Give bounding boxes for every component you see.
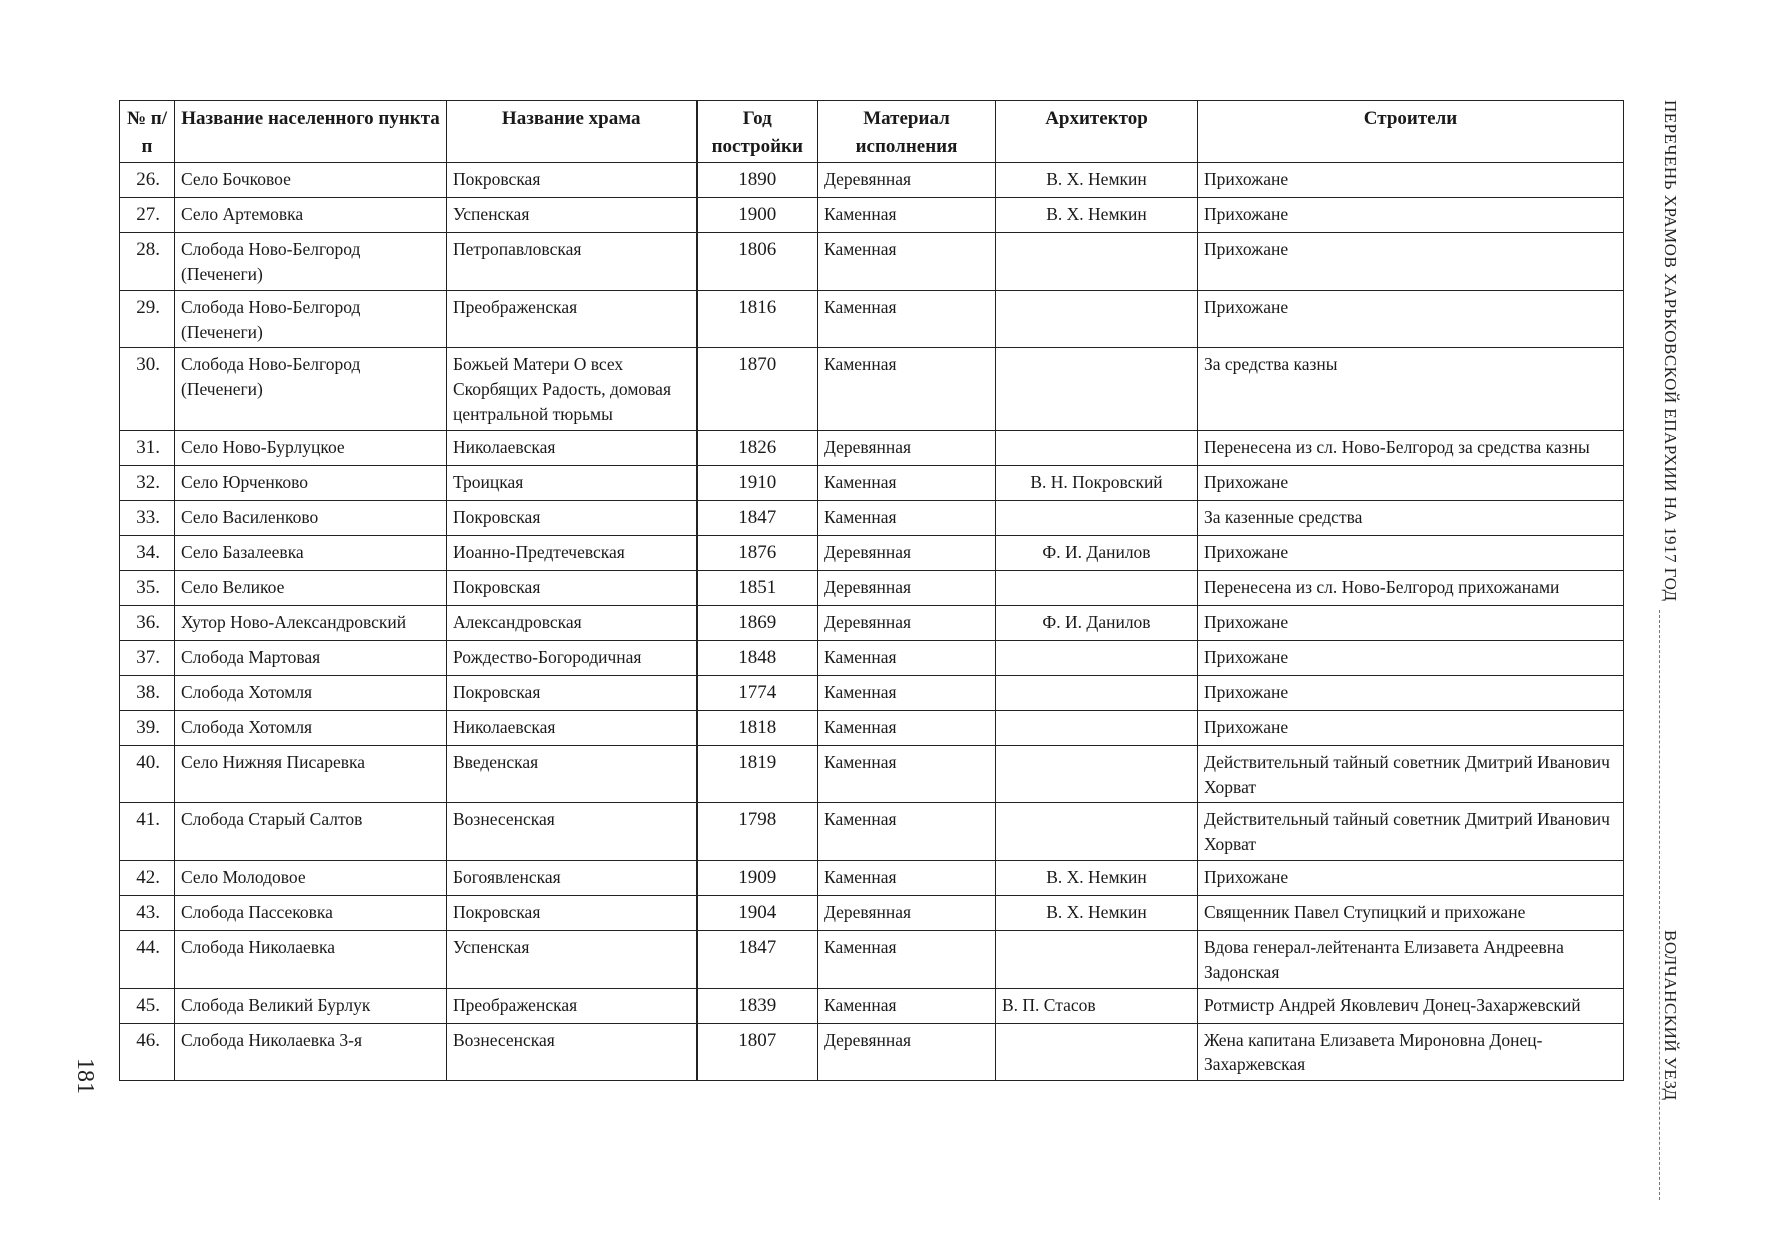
- cell-year: 1876: [697, 535, 818, 570]
- header-num: № п/п: [120, 101, 175, 163]
- cell-builders: Действительный тайный советник Дмитрий Иванович Хорват: [1198, 803, 1624, 861]
- cell-num: 38.: [120, 675, 175, 710]
- cell-church: Александровская: [447, 605, 697, 640]
- running-title: ПЕРЕЧЕНЬ ХРАМОВ ХАРЬКОВСКОЙ ЕПАРХИИ НА 1917 ГОД: [1661, 100, 1680, 602]
- right-margin: [1640, 100, 1680, 1100]
- cell-material: Каменная: [818, 745, 996, 803]
- header-church: Название храма: [447, 101, 697, 163]
- table-row: [120, 348, 1624, 431]
- cell-architect: [996, 710, 1198, 745]
- cell-settlement: Хутор Ново-Александровский: [175, 605, 447, 640]
- table-row: [120, 465, 1624, 500]
- cell-church: Богоявленская: [447, 861, 697, 896]
- cell-material: Каменная: [818, 233, 996, 291]
- table-row: [120, 535, 1624, 570]
- cell-church: Троицкая: [447, 465, 697, 500]
- table-row: [120, 198, 1624, 233]
- cell-church: Вознесенская: [447, 803, 697, 861]
- cell-settlement: Слобода Ново-Белгород (Печенеги): [175, 233, 447, 291]
- cell-year: 1890: [697, 163, 818, 198]
- cell-num: 28.: [120, 233, 175, 291]
- cell-builders: Прихожане: [1198, 605, 1624, 640]
- cell-settlement: Слобода Старый Салтов: [175, 803, 447, 861]
- cell-num: 26.: [120, 163, 175, 198]
- cell-year: 1847: [697, 930, 818, 988]
- cell-settlement: Слобода Хотомля: [175, 710, 447, 745]
- cell-church: Покровская: [447, 163, 697, 198]
- cell-church: Преображенская: [447, 988, 697, 1023]
- table-row: [120, 163, 1624, 198]
- cell-num: 42.: [120, 861, 175, 896]
- cell-architect: [996, 675, 1198, 710]
- cell-builders: Жена капитана Елизавета Мироновна Донец-Захаржевская: [1198, 1023, 1624, 1081]
- cell-architect: [996, 745, 1198, 803]
- cell-architect: [996, 430, 1198, 465]
- table-row: [120, 430, 1624, 465]
- cell-material: Каменная: [818, 348, 996, 431]
- cell-year: 1818: [697, 710, 818, 745]
- cell-church: Рождество-Богородичная: [447, 640, 697, 675]
- cell-settlement: Село Артемовка: [175, 198, 447, 233]
- cell-architect: В. Х. Немкин: [996, 198, 1198, 233]
- cell-settlement: Село Нижняя Писаревка: [175, 745, 447, 803]
- cell-builders: Прихожане: [1198, 640, 1624, 675]
- cell-church: Успенская: [447, 198, 697, 233]
- table-row: [120, 233, 1624, 291]
- cell-builders: Действительный тайный советник Дмитрий Иванович Хорват: [1198, 745, 1624, 803]
- table-row: [120, 675, 1624, 710]
- cell-builders: Перенесена из сл. Ново-Белгород прихожанами: [1198, 570, 1624, 605]
- cell-settlement: Слобода Пассековка: [175, 896, 447, 931]
- cell-material: Деревянная: [818, 535, 996, 570]
- header-material: Материал исполнения: [818, 101, 996, 163]
- header-year: Год постройки: [697, 101, 818, 163]
- cell-architect: [996, 233, 1198, 291]
- cell-architect: [996, 500, 1198, 535]
- cell-num: 45.: [120, 988, 175, 1023]
- cell-settlement: Слобода Ново-Белгород (Печенеги): [175, 290, 447, 348]
- cell-builders: За казенные средства: [1198, 500, 1624, 535]
- cell-settlement: Слобода Мартовая: [175, 640, 447, 675]
- cell-builders: Вдова генерал-лейтенанта Елизавета Андреевна Задонская: [1198, 930, 1624, 988]
- cell-settlement: Слобода Николаевка: [175, 930, 447, 988]
- cell-settlement: Слобода Великий Бурлук: [175, 988, 447, 1023]
- cell-settlement: Село Юрченково: [175, 465, 447, 500]
- cell-material: Деревянная: [818, 1023, 996, 1081]
- header-builders: Строители: [1198, 101, 1624, 163]
- cell-builders: Прихожане: [1198, 465, 1624, 500]
- cell-church: Покровская: [447, 570, 697, 605]
- cell-material: Каменная: [818, 710, 996, 745]
- cell-material: Каменная: [818, 803, 996, 861]
- table-header: [120, 101, 1624, 163]
- table-row: [120, 896, 1624, 931]
- table-row: [120, 861, 1624, 896]
- cell-material: Каменная: [818, 198, 996, 233]
- cell-settlement: Село Ново-Бурлуцкое: [175, 430, 447, 465]
- cell-material: Каменная: [818, 465, 996, 500]
- table-row: [120, 570, 1624, 605]
- cell-architect: В. Н. Покровский: [996, 465, 1198, 500]
- table-row: [120, 710, 1624, 745]
- cell-builders: Священник Павел Ступицкий и прихожане: [1198, 896, 1624, 931]
- cell-church: Покровская: [447, 896, 697, 931]
- table-row: [120, 803, 1624, 861]
- cell-num: 35.: [120, 570, 175, 605]
- table-row: [120, 930, 1624, 988]
- cell-church: Николаевская: [447, 710, 697, 745]
- cell-builders: Прихожане: [1198, 535, 1624, 570]
- cell-architect: В. Х. Немкин: [996, 861, 1198, 896]
- table-row: [120, 745, 1624, 803]
- cell-material: Каменная: [818, 930, 996, 988]
- cell-church: Вознесенская: [447, 1023, 697, 1081]
- cell-architect: В. П. Стасов: [996, 988, 1198, 1023]
- cell-material: Каменная: [818, 861, 996, 896]
- cell-year: 1839: [697, 988, 818, 1023]
- cell-builders: Ротмистр Андрей Яковлевич Донец-Захаржевский: [1198, 988, 1624, 1023]
- cell-material: Деревянная: [818, 430, 996, 465]
- cell-material: Деревянная: [818, 896, 996, 931]
- cell-num: 36.: [120, 605, 175, 640]
- cell-year: 1816: [697, 290, 818, 348]
- cell-church: Успенская: [447, 930, 697, 988]
- cell-church: Покровская: [447, 675, 697, 710]
- cell-church: Николаевская: [447, 430, 697, 465]
- table-row: [120, 500, 1624, 535]
- cell-settlement: Слобода Ново-Белгород (Печенеги): [175, 348, 447, 431]
- cell-builders: Прихожане: [1198, 198, 1624, 233]
- cell-builders: Прихожане: [1198, 861, 1624, 896]
- cell-architect: В. Х. Немкин: [996, 896, 1198, 931]
- cell-settlement: Село Молодовое: [175, 861, 447, 896]
- table-row: [120, 605, 1624, 640]
- cell-builders: Прихожане: [1198, 675, 1624, 710]
- cell-architect: В. Х. Немкин: [996, 163, 1198, 198]
- cell-settlement: Слобода Николаевка 3-я: [175, 1023, 447, 1081]
- cell-num: 27.: [120, 198, 175, 233]
- cell-church: Преображенская: [447, 290, 697, 348]
- cell-architect: [996, 640, 1198, 675]
- cell-year: 1847: [697, 500, 818, 535]
- cell-material: Деревянная: [818, 605, 996, 640]
- cell-year: 1819: [697, 745, 818, 803]
- cell-church: Введенская: [447, 745, 697, 803]
- cell-year: 1910: [697, 465, 818, 500]
- cell-builders: За средства казны: [1198, 348, 1624, 431]
- cell-settlement: Село Великое: [175, 570, 447, 605]
- cell-architect: [996, 348, 1198, 431]
- section-title: ВОЛЧАНСКИЙ УЕЗД: [1661, 930, 1680, 1101]
- cell-num: 39.: [120, 710, 175, 745]
- cell-num: 41.: [120, 803, 175, 861]
- cell-num: 43.: [120, 896, 175, 931]
- cell-year: 1869: [697, 605, 818, 640]
- cell-num: 44.: [120, 930, 175, 988]
- cell-church: Иоанно-Предтечевская: [447, 535, 697, 570]
- cell-builders: Прихожане: [1198, 290, 1624, 348]
- header-settlement: Название населенного пункта: [175, 101, 447, 163]
- table-row: [120, 640, 1624, 675]
- cell-material: Деревянная: [818, 570, 996, 605]
- cell-num: 33.: [120, 500, 175, 535]
- cell-year: 1798: [697, 803, 818, 861]
- cell-num: 31.: [120, 430, 175, 465]
- cell-builders: Прихожане: [1198, 163, 1624, 198]
- cell-builders: Прихожане: [1198, 233, 1624, 291]
- cell-architect: [996, 1023, 1198, 1081]
- cell-num: 40.: [120, 745, 175, 803]
- cell-num: 37.: [120, 640, 175, 675]
- cell-architect: [996, 290, 1198, 348]
- cell-material: Каменная: [818, 675, 996, 710]
- cell-year: 1806: [697, 233, 818, 291]
- cell-year: 1826: [697, 430, 818, 465]
- cell-year: 1909: [697, 861, 818, 896]
- cell-year: 1870: [697, 348, 818, 431]
- cell-settlement: Слобода Хотомля: [175, 675, 447, 710]
- cell-year: 1904: [697, 896, 818, 931]
- cell-church: Божьей Матери О всех Скорбящих Радость, домовая центральной тюрьмы: [447, 348, 697, 431]
- header-architect: Архитектор: [996, 101, 1198, 163]
- cell-year: 1851: [697, 570, 818, 605]
- cell-builders: Прихожане: [1198, 710, 1624, 745]
- cell-settlement: Село Василенково: [175, 500, 447, 535]
- cell-church: Покровская: [447, 500, 697, 535]
- temples-table: [119, 100, 1624, 1081]
- cell-year: 1774: [697, 675, 818, 710]
- cell-architect: Ф. И. Данилов: [996, 605, 1198, 640]
- cell-year: 1900: [697, 198, 818, 233]
- cell-num: 34.: [120, 535, 175, 570]
- cell-num: 46.: [120, 1023, 175, 1081]
- cell-material: Каменная: [818, 988, 996, 1023]
- cell-settlement: Село Бочковое: [175, 163, 447, 198]
- cell-material: Каменная: [818, 640, 996, 675]
- cell-material: Деревянная: [818, 163, 996, 198]
- table-body: [120, 163, 1624, 1081]
- table-row: [120, 1023, 1624, 1081]
- cell-material: Каменная: [818, 500, 996, 535]
- cell-church: Петропавловская: [447, 233, 697, 291]
- cell-num: 29.: [120, 290, 175, 348]
- cell-builders: Перенесена из сл. Ново-Белгород за средства казны: [1198, 430, 1624, 465]
- cell-num: 30.: [120, 348, 175, 431]
- cell-architect: [996, 570, 1198, 605]
- table-row: [120, 290, 1624, 348]
- cell-settlement: Село Базалеевка: [175, 535, 447, 570]
- cell-year: 1807: [697, 1023, 818, 1081]
- cell-architect: Ф. И. Данилов: [996, 535, 1198, 570]
- cell-year: 1848: [697, 640, 818, 675]
- cell-architect: [996, 803, 1198, 861]
- table-row: [120, 988, 1624, 1023]
- cell-material: Каменная: [818, 290, 996, 348]
- cell-num: 32.: [120, 465, 175, 500]
- cell-architect: [996, 930, 1198, 988]
- page-number: 181: [72, 1058, 98, 1094]
- header-row: [120, 101, 1624, 163]
